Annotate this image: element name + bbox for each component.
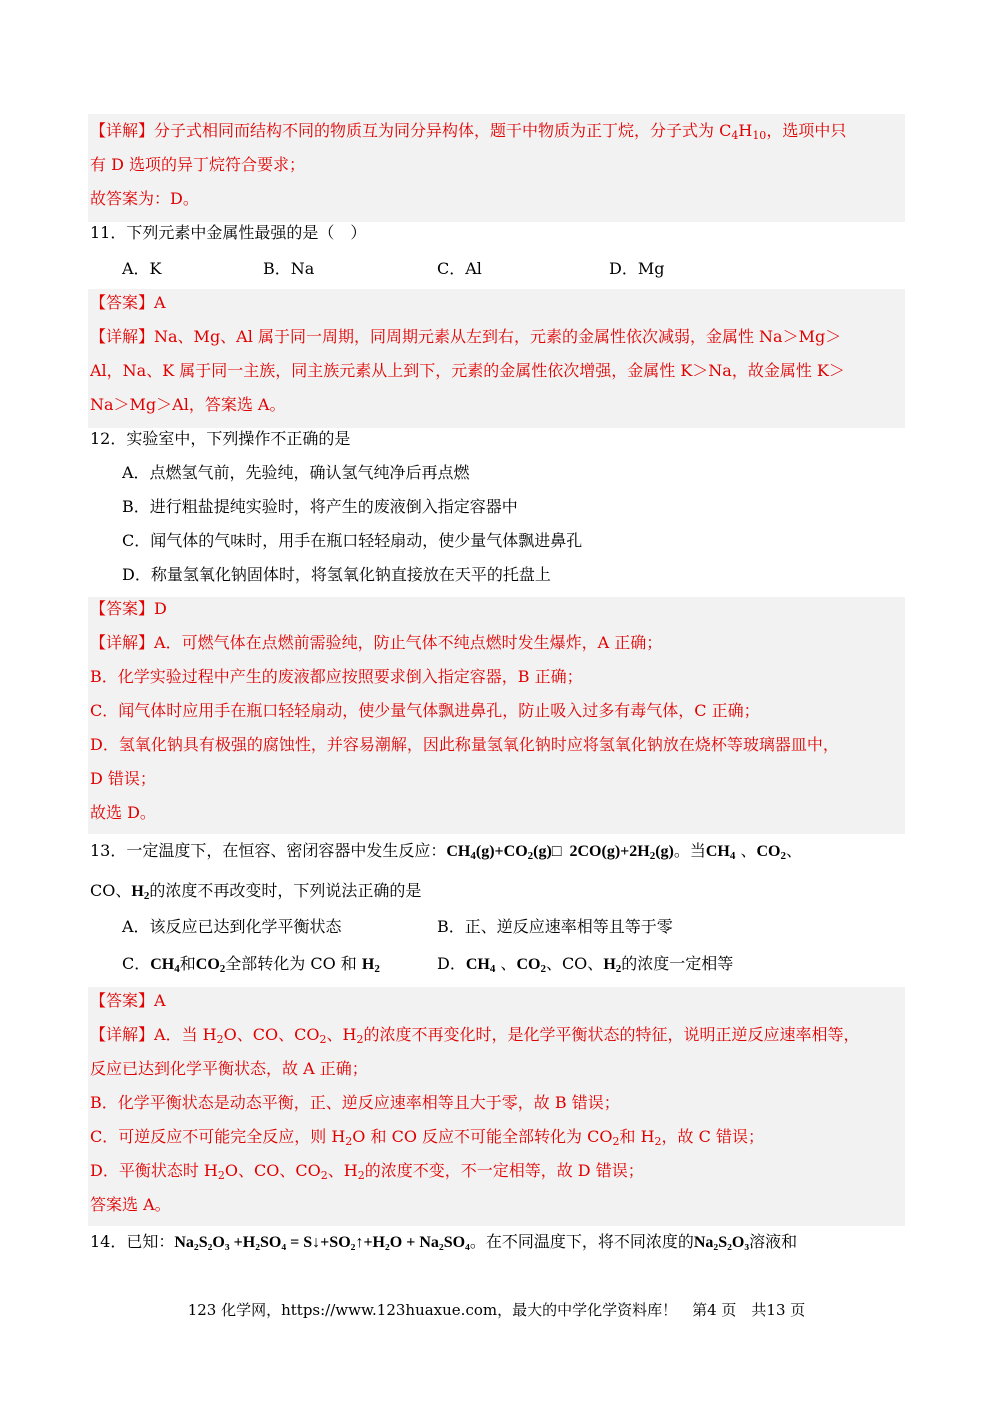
q13-option-b: B．正、逆反应速率相等且等于零 bbox=[437, 917, 673, 936]
q13-detail-line-4: C．可逆反应不可能完全反应，则 $H_2O$ 和 CO 反应不可能全部转化为 $CO_2$和 $H_2$，故 C 错误； bbox=[90, 1127, 764, 1148]
q13-stem-line-1: 13．一定温度下，在恒容、密闭容器中发生反应：$CH_4(g)+CO_2(g)□$ $2CO(g)+2H_2(g)$。当$CH_4$ 、$CO_2$、 bbox=[90, 841, 802, 862]
q11-detail-line-2: Al，Na、K 属于同一主族，同主族元素从上到下，元素的金属性依次增强，金属性 K＞Na，故金属性 K＞ bbox=[90, 361, 845, 380]
q13-equation: $CH_4(g)+CO_2(g)□$ $2CO(g)+2H_2(g)$ bbox=[446, 843, 674, 862]
q10-detail-line-1: 【详解】分子式相同而结构不同的物质互为同分异构体，题干中物质为正丁烷，分子式为 $C_4H_{10}$，选项中只 bbox=[90, 121, 847, 142]
q13-detail-line-5: D．平衡状态时 $H_2O$、CO、$CO_2$、$H_2$的浓度不变，不一定相等，故 D 错误； bbox=[90, 1161, 644, 1182]
q12-detail-line-2: B．化学实验过程中产生的废液都应按照要求倒入指定容器，B 正确； bbox=[90, 667, 583, 686]
q13-option-a: A．该反应已达到化学平衡状态 bbox=[122, 917, 342, 936]
q11-detail-line-3: Na＞Mg＞Al，答案选 A。 bbox=[90, 395, 286, 414]
q12-option-c: C．闻气体的气味时，用手在瓶口轻轻扇动，使少量气体飘进鼻孔 bbox=[122, 531, 583, 550]
q12-detail-line-3: C．闻气体时应用手在瓶口轻轻扇动，使少量气体飘进鼻孔，防止吸入过多有毒气体，C 正确； bbox=[90, 701, 760, 720]
q12-option-b: B．进行粗盐提纯实验时，将产生的废液倒入指定容器中 bbox=[122, 497, 518, 516]
q11-option-d: D．Mg bbox=[609, 259, 665, 278]
q12-stem: 12．实验室中，下列操作不正确的是 bbox=[90, 429, 351, 448]
q13-option-c: C．$CH_4$和$CO_2$全部转化为 CO 和 $H_2$ bbox=[122, 954, 380, 975]
q13-detail-line-3: B．化学平衡状态是动态平衡，正、逆反应速率相等且大于零，故 B 错误； bbox=[90, 1093, 620, 1112]
q13-detail-line-6: 答案选 A。 bbox=[90, 1195, 171, 1214]
q13-stem-line-2: CO、$H_2$的浓度不再改变时，下列说法正确的是 bbox=[90, 881, 422, 902]
q11-answer: 【答案】A bbox=[90, 293, 166, 312]
q11-option-b: B．Na bbox=[263, 259, 315, 278]
q14-stem: 14．已知：Na₂S₂O₃ +H₂SO₄ = S↓+SO₂↑+H₂O + Na₂SO₄。在不同温度下，将不同浓度的Na₂S₂O₃溶液和 bbox=[90, 1232, 798, 1251]
q11-detail-line-1: 【详解】Na、Mg、Al 属于同一周期，同周期元素从左到右，元素的金属性依次减弱，金属性 Na＞Mg＞ bbox=[90, 327, 842, 346]
q13-option-d: D．$CH_4$ 、$CO_2$、CO、$H_2$的浓度一定相等 bbox=[437, 954, 734, 975]
q12-detail-line-6: 故选 D。 bbox=[90, 803, 156, 822]
q12-detail-line-4: D．氢氧化钠具有极强的腐蚀性，并容易潮解，因此称量氢氧化钠时应将氢氧化钠放在烧杯等玻璃器皿中， bbox=[90, 735, 839, 754]
q13-detail-line-1: 【详解】A．当 $H_2O$、CO、$CO_2$、$H_2$的浓度不再变化时，是化学平衡状态的特征，说明正逆反应速率相等， bbox=[90, 1025, 860, 1046]
q10-detail-line-2: 有 D 选项的异丁烷符合要求； bbox=[90, 155, 306, 174]
q12-option-d: D．称量氢氧化钠固体时，将氢氧化钠直接放在天平的托盘上 bbox=[122, 565, 551, 584]
q11-stem: 11．下列元素中金属性最强的是（ ） bbox=[90, 223, 367, 242]
q11-option-a: A．K bbox=[122, 259, 162, 278]
page-footer: 123 化学网，https://www.123huaxue.com，最大的中学化学资料库！ 第4 页 共13 页 bbox=[187, 1301, 806, 1319]
q11-option-c: C．Al bbox=[437, 259, 482, 278]
q12-detail-line-5: D 错误； bbox=[90, 769, 156, 788]
q12-detail-line-1: 【详解】A．可燃气体在点燃前需验纯，防止气体不纯点燃时发生爆炸，A 正确； bbox=[90, 633, 663, 652]
q13-answer: 【答案】A bbox=[90, 991, 166, 1010]
q13-detail-line-2: 反应已达到化学平衡状态，故 A 正确； bbox=[90, 1059, 368, 1078]
q14-equation: Na₂S₂O₃ +H₂SO₄ = S↓+SO₂↑+H₂O + Na₂SO₄ bbox=[174, 1234, 470, 1251]
q12-answer: 【答案】D bbox=[90, 599, 167, 618]
q12-option-a: A．点燃氢气前，先验纯，确认氢气纯净后再点燃 bbox=[122, 463, 470, 482]
q10-detail-line-3: 故答案为：D。 bbox=[90, 189, 199, 208]
